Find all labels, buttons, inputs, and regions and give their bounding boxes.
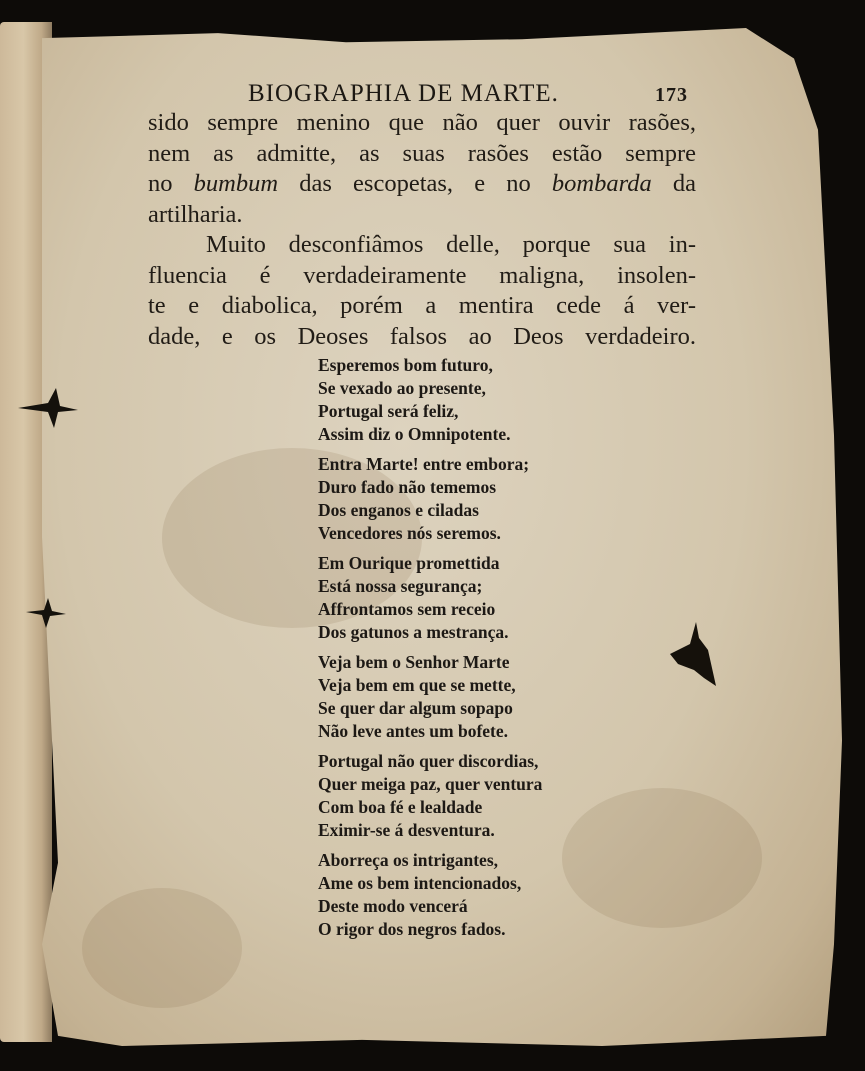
poem-line: Em Ourique promettida [318,553,500,573]
text-run: no [148,170,194,197]
prose-body [148,108,696,352]
text-run: das escopetas, e no [278,170,552,197]
running-header [248,80,688,108]
poem-line: Se vexado ao presente, [318,378,486,398]
poem-line: Affrontamos sem receio [318,599,496,619]
paragraph [148,230,696,352]
poem-line: Deste modo vencerá [318,896,468,916]
poem-line: Se quer dar algum sopapo [318,698,513,718]
ink-blot [668,620,720,690]
italic-term: bumbum [193,170,279,197]
text-line: te e diabolica, porém a mentira cede á ver- [148,292,696,319]
poem-line: Duro fado não tememos [318,477,497,497]
text-line: Muito desconfiâmos delle, porque sua in- [206,231,696,258]
text-line: fluencia é verdadeiramente maligna, insolen- [148,261,696,289]
poem-stanza [318,453,638,545]
poem-line: Eximir-se á desventura. [318,820,495,840]
poem-stanza [318,552,638,644]
text-line: dade, e os Deoses falsos ao Deos verdadeiro. [148,322,696,350]
poem-line: Veja bem em que se mette, [318,675,516,695]
paragraph [148,108,696,230]
italic-term: bombarda [551,170,652,197]
poem-line: Ame os bem intencionados, [318,873,522,893]
text-line: nem as admitte, as suas rasões estão sempre [148,139,696,167]
poem-line: Dos enganos e ciladas [318,500,479,520]
text-line [148,169,696,200]
poem-stanza [318,354,638,446]
poem-line: Está nossa segurança; [318,576,483,596]
poem-line: Veja bem o Senhor Marte [318,652,510,672]
poem-line: Entra Marte! entre embora; [318,454,530,474]
running-title: BIOGRAPHIA DE MARTE. [248,80,559,107]
poem-line: Quer meiga paz, quer ventura [318,774,543,794]
text-line: sido sempre menino que não quer ouvir rasões, [148,109,696,136]
poem-stanza [318,750,638,842]
poem-stanza [318,651,638,743]
poem-line: Esperemos bom futuro, [318,355,493,375]
poem-line: Assim diz o Omnipotente. [318,424,511,444]
poem-line: Portugal não quer discordias, [318,751,539,771]
page-tear-mark [18,388,78,428]
text-run: da [651,170,697,197]
paper-stain [82,888,242,1008]
poem-line: Vencedores nós seremos. [318,523,501,543]
page-tear-mark [26,598,66,628]
poem-line: Não leve antes um bofete. [318,721,509,741]
poem-line: Dos gatunos a mestrança. [318,622,509,642]
poem-line: Portugal será feliz, [318,401,459,421]
poem-line: Com boa fé e lealdade [318,797,483,817]
page-number: 173 [655,84,688,106]
poem [318,354,638,948]
text-line: artilharia. [148,200,243,228]
poem-line: Aborreça os intrigantes, [318,850,498,870]
poem-stanza [318,849,638,941]
poem-line: O rigor dos negros fados. [318,919,506,939]
